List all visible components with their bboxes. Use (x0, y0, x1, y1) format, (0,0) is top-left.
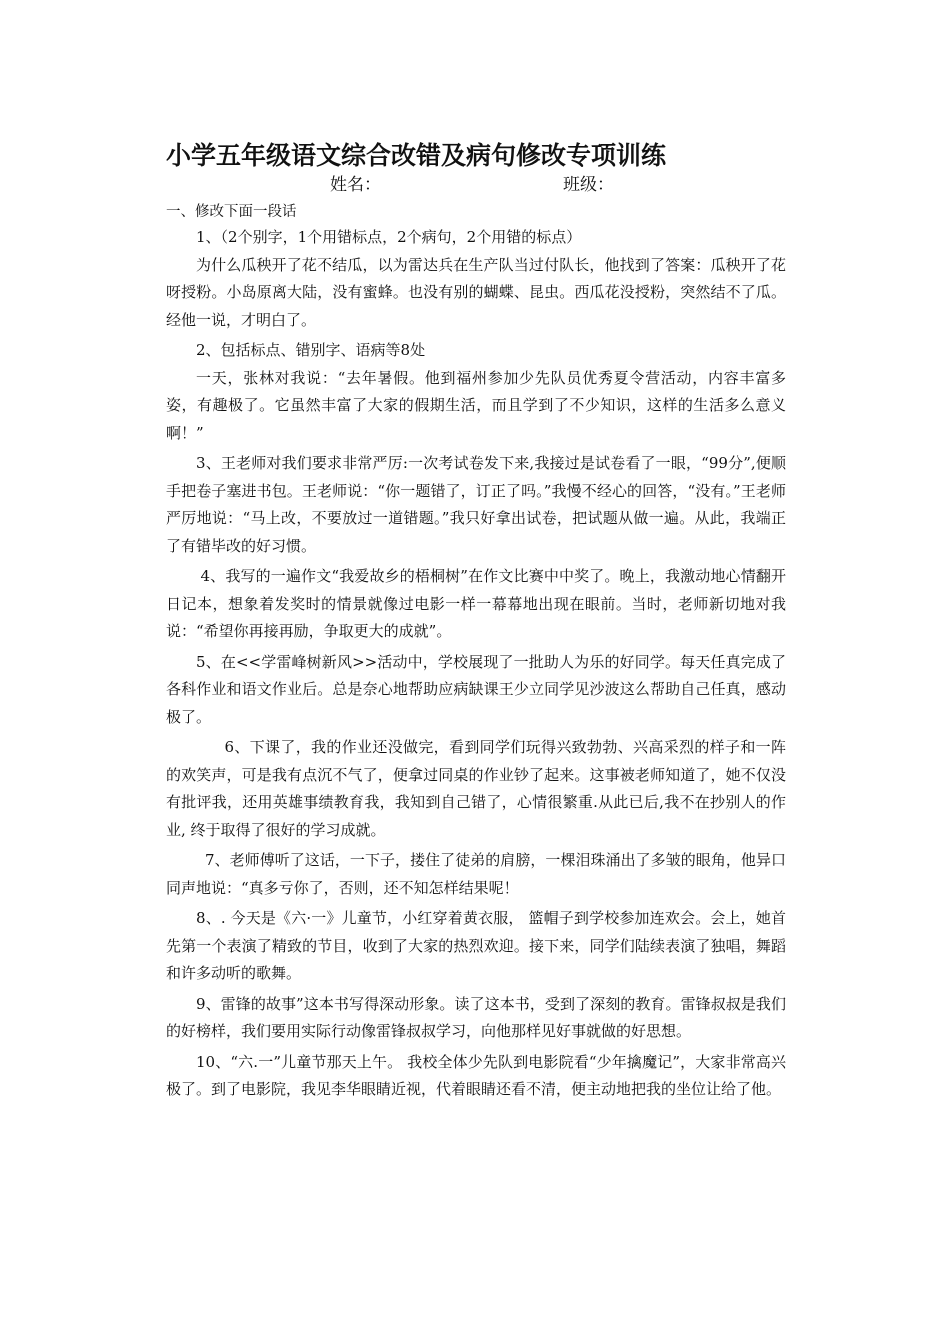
paragraph-6: 4、我写的一遍作文“我爱故乡的梧桐树”在作文比赛中中奖了。晚上，我激动地心情翻开日记本，想象着发奖时的情景就像过电影一样一幕幕地出现在眼前。当时，老师新切地对我说：“希望你再接再励，争取更大的成就”。 (166, 567, 786, 640)
paragraph-2: 为什么瓜秧开了花不结瓜，以为雷达兵在生产队当过付队长，他找到了答案：瓜秧开了花呀授粉。小岛原离大陆，没有蜜蜂。也没有别的蝴蝶、昆虫。西瓜花没授粉，突然结不了瓜。经他一说，才明白了。 (166, 255, 786, 329)
paragraph-1: 1、（2个别字，1个用错标点，2个病句，2个用错的标点） (196, 228, 582, 246)
paragraph-11: 9、雷锋的故事”这本书写得深动形象。读了这本书，受到了深刻的教育。雷锋叔叔是我们的好榜样，我们要用实际行动像雷锋叔叔学习，向他那样见好事就做的好思想。 (166, 994, 786, 1040)
paragraph-8: 6、下课了，我的作业还没做完，看到同学们玩得兴致勃勃、兴高采烈的样子和一阵的欢笑声，可是我有点沉不气了，便拿过同桌的作业钞了起来。这事被老师知道了，她不仅没有批评我，还用英雄事绩教育我，我知到自己错了，心情很繁重.从此已后,我不在抄别人的作业, 终于取得了很好的学习成就。 (166, 738, 786, 839)
paragraph-9: 7、老师傅听了这话，一下子，搂住了徒弟的肩膀，一棵泪珠涌出了多皱的眼角，他异口同声地说：“真多亏你了，否则，还不知怎样结果呢！ (166, 851, 786, 897)
paragraph-7: 5、在<<学雷峰树新风>>活动中，学校展现了一批助人为乐的好同学。每天任真完成了各科作业和语文作业后。总是奈心地帮助应病缺课王少立同学见沙波这么帮助自己任真，感动极了。 (166, 652, 786, 726)
paragraph-10: 8、. 今天是《六·一》儿童节，小红穿着黄衣服， 篮帽子到学校参加连欢会。会上，她首先第一个表演了精致的节目，收到了大家的热烈欢迎。接下来，同学们陆续表演了独唱，舞蹈和许多动听的歌舞。 (166, 909, 786, 982)
class-label: 班级： (563, 175, 614, 195)
section-heading: 一、修改下面一段话 (166, 204, 297, 220)
paragraph-12: 10、“六.一”儿童节那天上午。 我校全体少先队到电影院看“少年擒魔记”，大家非常高兴极了。到了电影院，我见李华眼睛近视，代着眼睛还看不清，便主动地把我的坐位让给了他。 (166, 1052, 786, 1098)
document-title: 小学五年级语文综合改错及病句修改专项训练 (166, 141, 667, 170)
document-body (166, 200, 786, 1104)
paragraph-5: 3、王老师对我们要求非常严厉:一次考试卷发下来,我接过是试卷看了一眼，“99分”,便顺手把卷子塞进书包。王老师说：“你一题错了，订正了吗。”我慢不经心的回答，“没有。”王老师严厉地说：“马上改，不要放过一道错题。”我只好拿出试卷，把试题从做一遍。从此，我端正了有错毕改的好习惯。 (166, 454, 786, 555)
paragraph-4: 一天，张林对我说：“去年暑假。他到福州参加少先队员优秀夏令营活动，内容丰富多姿，有趣极了。它虽然丰富了大家的假期生活，而且学到了不少知识，这样的生活多么意义啊！” (166, 368, 786, 442)
name-label: 姓名： (330, 175, 381, 195)
paragraph-3: 2、包括标点、错别字、语病等8处 (196, 341, 426, 359)
